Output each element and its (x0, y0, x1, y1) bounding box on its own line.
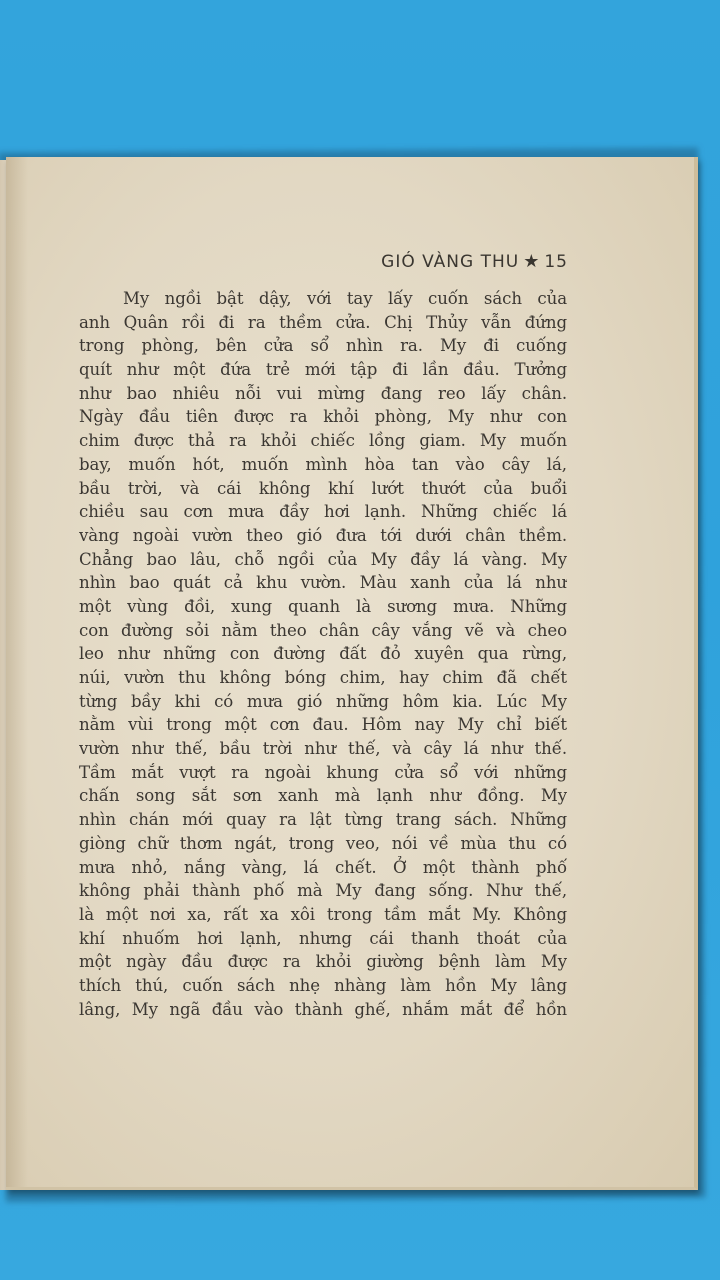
text-line: chấn song sắt sơn xanh mà lạnh như đồng. My (79, 786, 567, 806)
text-line: Ngày đầu tiên được ra khỏi phòng, My như con (79, 407, 567, 427)
text-line: thích thú, cuốn sách nhẹ nhàng làm hồn My lâng (79, 975, 567, 995)
text-line: quít như một đứa trẻ mới tập đi lần đầu. Tưởng (79, 360, 567, 380)
text-line: khí nhuốm hơi lạnh, nhưng cái thanh thoát của (79, 928, 567, 948)
text-line: bay, muốn hót, muốn mình hòa tan vào cây lá, (79, 454, 567, 474)
book-page (6, 157, 698, 1190)
text-line: lâng, My ngã đầu vào thành ghế, nhắm mắt để hồn (79, 999, 567, 1019)
text-line: vườn như thế, bầu trời như thế, và cây lá như thế. (79, 739, 567, 759)
text-line: My ngồi bật dậy, với tay lấy cuốn sách của (123, 289, 567, 308)
text-line: anh Quân rồi đi ra thềm cửa. Chị Thủy vẫn đứng (79, 312, 567, 332)
text-line: một vùng đồi, xung quanh là sương mưa. Những (79, 596, 567, 616)
text-line: nhìn bao quát cả khu vườn. Màu xanh của lá như (79, 573, 567, 593)
text-line: leo như những con đường đất đỏ xuyên qua rừng, (79, 644, 567, 664)
text-line: một ngày đầu được ra khỏi giường bệnh làm My (79, 952, 567, 972)
body-text (79, 287, 567, 1021)
text-line: giòng chữ thơm ngát, trong veo, nói về mùa thu có (79, 833, 567, 853)
running-head-title: GIÓ VÀNG THU (381, 252, 520, 272)
text-line: bầu trời, và cái không khí lướt thướt của buổi (79, 478, 567, 498)
text-line: trong phòng, bên cửa sổ nhìn ra. My đi cuống (79, 336, 567, 356)
page-number: 15 (544, 252, 568, 272)
text-line: vàng ngoài vườn theo gió đưa tới dưới chân thềm. (79, 525, 567, 545)
text-line: từng bầy khi có mưa gió những hôm kia. Lúc My (79, 691, 567, 711)
star-icon: ★ (523, 251, 541, 272)
text-line: là một nơi xa, rất xa xôi trong tầm mắt My. Không (79, 904, 567, 924)
text-line: con đường sỏi nằm theo chân cây vắng vẽ và cheo (79, 620, 567, 640)
text-line: chim được thả ra khỏi chiếc lồng giam. My muốn (79, 431, 567, 451)
text-line: nằm vùi trong một cơn đau. Hôm nay My chỉ biết (79, 715, 567, 735)
text-line: núi, vườn thu không bóng chim, hay chim đã chết (79, 668, 567, 687)
text-line: chiều sau cơn mưa đầy hơi lạnh. Những chiếc lá (79, 502, 567, 522)
text-line: không phải thành phố mà My đang sống. Như thế, (79, 881, 567, 901)
text-line: Tầm mắt vượt ra ngoài khung cửa sổ với những (79, 762, 567, 782)
text-line: như bao nhiêu nỗi vui mừng đang reo lấy chân. (79, 383, 567, 403)
text-line: Chẳng bao lâu, chỗ ngồi của My đầy lá vàng. My (79, 549, 567, 569)
text-line: mưa nhỏ, nắng vàng, lá chết. Ở một thành phố (79, 857, 567, 877)
running-head (381, 251, 568, 272)
text-line: nhìn chán mới quay ra lật từng trang sách. Những (79, 810, 567, 830)
